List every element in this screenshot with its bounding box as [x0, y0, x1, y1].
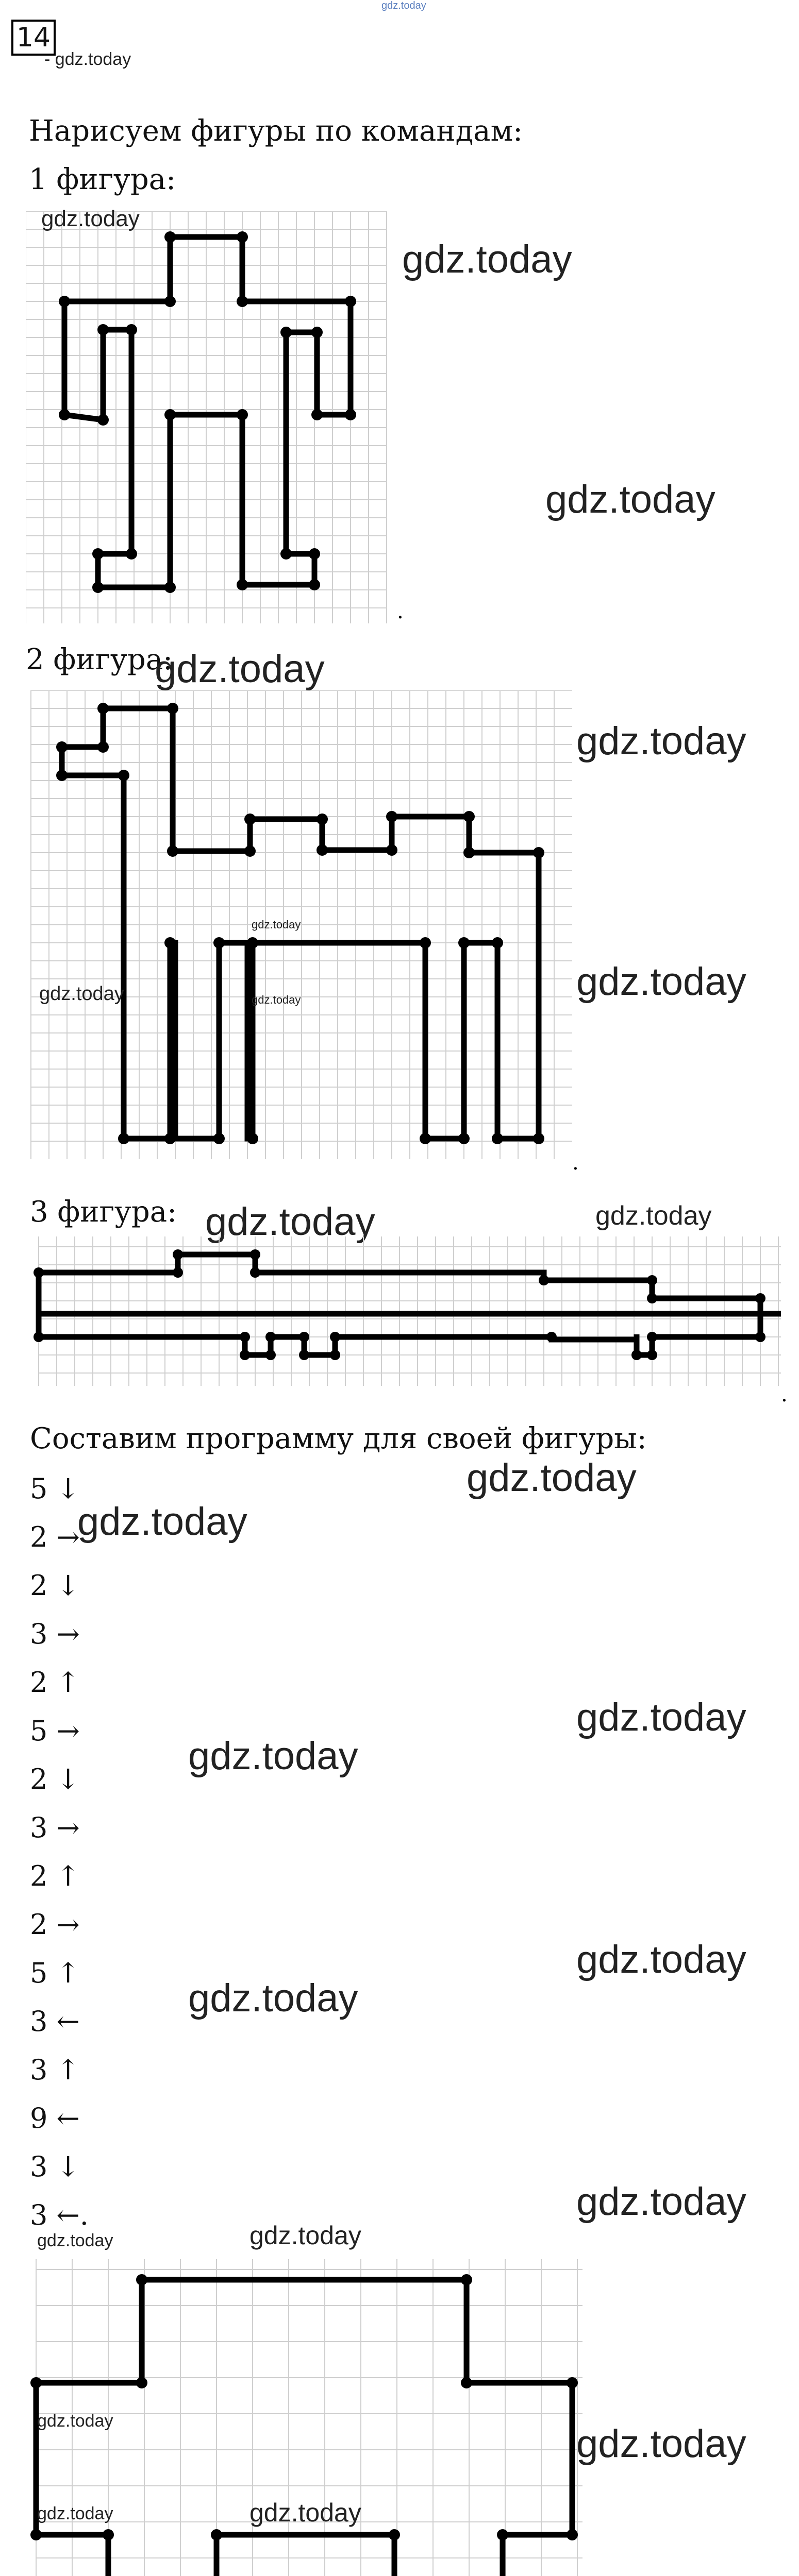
watermark: gdz.today	[37, 2411, 113, 2431]
command-item: 2 ↓	[30, 1569, 80, 1602]
figure1-drawing	[26, 211, 428, 623]
watermark: gdz.today	[576, 1938, 746, 1981]
watermark: gdz.today	[576, 2180, 746, 2224]
own-figure-outline	[36, 2280, 572, 2576]
figure1-label: 1 фигура:	[29, 163, 176, 196]
watermark: gdz.today	[576, 1696, 746, 1739]
command-item: 3 →	[30, 1811, 80, 1844]
watermark: gdz.today	[37, 2231, 113, 2250]
command-item: 3 →	[30, 1618, 80, 1650]
command-item: 5 ↓	[30, 1472, 80, 1505]
command-item: 3 ←.	[30, 2199, 89, 2231]
command-item: 3 ↓	[30, 2150, 80, 2183]
watermark: gdz.today	[77, 1500, 247, 1544]
watermark: gdz.today	[188, 1734, 358, 1778]
watermark: gdz.today	[595, 1201, 712, 1231]
watermark: gdz.today	[576, 960, 746, 1004]
watermark: gdz.today	[467, 1456, 637, 1500]
figure2-grid	[31, 690, 572, 1159]
watermark: gdz.today	[576, 719, 746, 763]
figure3-label: 3 фигура:	[30, 1195, 177, 1229]
command-item: 2 →	[30, 1521, 80, 1553]
command-item: 2 →	[30, 1908, 80, 1941]
watermark: gdz.today	[39, 983, 124, 1005]
command-list	[30, 1472, 89, 2247]
watermark: gdz.today	[249, 2221, 361, 2250]
heading-draw: Нарисуем фигуры по командам:	[29, 114, 523, 148]
watermark: - gdz.today	[44, 49, 131, 69]
figure2-label: 2 фигура:	[26, 643, 173, 676]
command-item: 5 ↑	[30, 1957, 80, 1989]
command-item: 3 ↑	[30, 2054, 80, 2086]
figure3-drawing	[28, 1236, 791, 1406]
figure2-drawing	[26, 690, 582, 1175]
watermark: gdz.today	[37, 2504, 113, 2523]
figure1-outline	[64, 237, 351, 587]
watermark: gdz.today	[249, 2498, 361, 2527]
command-item: 9 ←	[30, 2102, 80, 2134]
heading-program: Составим программу для своей фигуры:	[30, 1422, 647, 1455]
end-mark: .	[572, 1151, 579, 1175]
command-item: 2 ↓	[30, 1763, 80, 1795]
watermark: gdz.today	[188, 1976, 358, 2020]
watermark: gdz.today	[205, 1200, 375, 1244]
exercise-number: 14	[11, 20, 56, 56]
end-mark: .	[397, 600, 404, 623]
watermark: gdz.today	[252, 993, 301, 1006]
command-item: 2 ↑	[30, 1666, 80, 1699]
watermark: gdz.today	[41, 206, 140, 231]
top-watermark: gdz.today	[381, 0, 426, 11]
command-item: 2 ↑	[30, 1860, 80, 1892]
watermark: gdz.today	[252, 918, 301, 931]
end-mark: .	[781, 1383, 788, 1406]
command-item: 5 →	[30, 1715, 80, 1747]
command-item: 3 ←	[30, 2005, 80, 2038]
watermark: gdz.today	[155, 647, 325, 691]
watermark: gdz.today	[402, 238, 572, 281]
own-figure-grid	[36, 2259, 582, 2576]
watermark: gdz.today	[576, 2422, 746, 2466]
watermark: gdz.today	[545, 478, 715, 521]
